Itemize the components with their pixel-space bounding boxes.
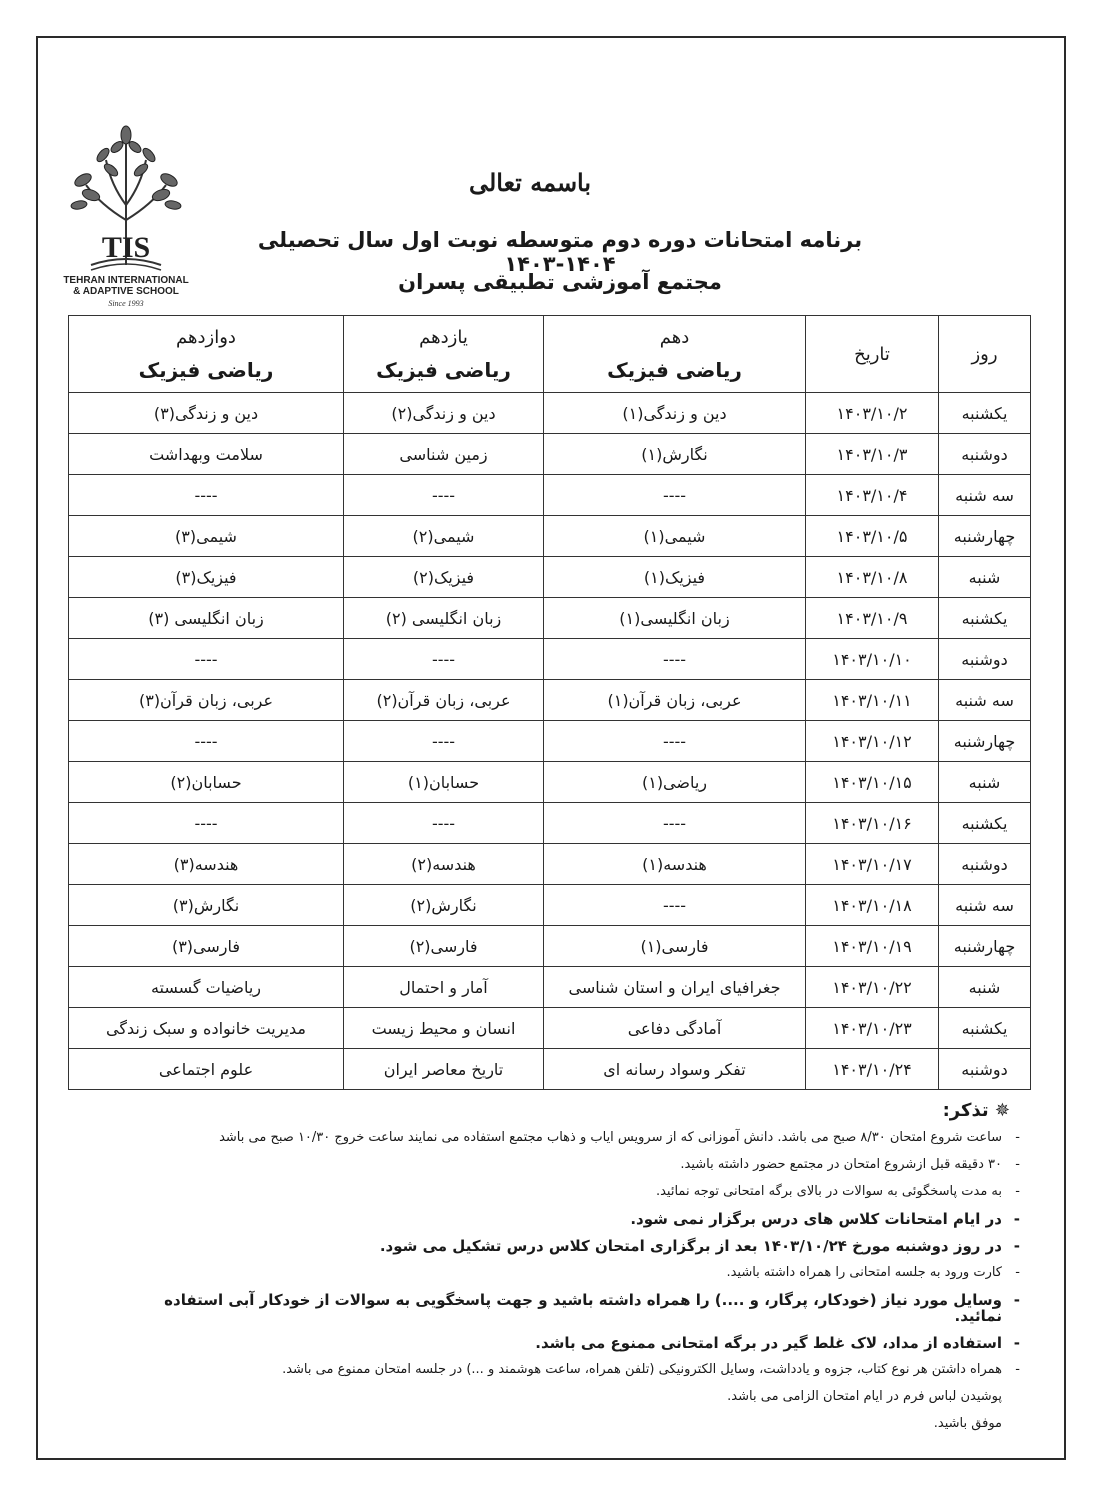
table-row	[69, 844, 1031, 885]
grade12-cell: سلامت وبهداشت	[69, 434, 344, 475]
note-item: - ساعت شروع امتحان ۸/۳۰ صبح می باشد. دانش آموزانی که از سرویس ایاب و ذهاب مجتمع استفاده می نمایند ساعت خروج ۱۰/۳۰ صبح می باشد	[160, 1130, 1020, 1146]
day-cell: دوشنبه	[939, 434, 1031, 475]
header-grade10-label: دهم	[659, 326, 690, 348]
date-cell: ۱۴۰۳/۱۰/۳	[806, 434, 939, 475]
grade11-cell: دین و زندگی(۲)	[344, 393, 544, 434]
date-cell: ۱۴۰۳/۱۰/۸	[806, 557, 939, 598]
day-cell: دوشنبه	[939, 1049, 1031, 1090]
grade11-cell: فیزیک(۲)	[344, 557, 544, 598]
tree-icon	[61, 125, 191, 275]
note-item: - استفاده از مداد، لاک غلط گیر در برگه امتحانی ممنوع می باشد.	[160, 1335, 1020, 1351]
day-cell: سه شنبه	[939, 885, 1031, 926]
table-row	[69, 1008, 1031, 1049]
day-cell: دوشنبه	[939, 844, 1031, 885]
grade11-cell: عربی، زبان قرآن(۲)	[344, 680, 544, 721]
basmala: باسمه تعالی	[468, 168, 592, 197]
note-item: موفق باشید.	[933, 1416, 1002, 1431]
table-body	[69, 393, 1031, 1090]
header-grade10	[544, 316, 806, 393]
day-cell: چهارشنبه	[939, 516, 1031, 557]
star-icon: ✵	[988, 1100, 1010, 1121]
grade10-cell: زبان انگلیسی(۱)	[544, 598, 806, 639]
grade11-cell: انسان و محیط زیست	[344, 1008, 544, 1049]
grade12-cell: دین و زندگی(۳)	[69, 393, 344, 434]
day-cell: چهارشنبه	[939, 926, 1031, 967]
grade10-cell: آمادگی دفاعی	[544, 1008, 806, 1049]
grade11-cell: حسابان(۱)	[344, 762, 544, 803]
grade11-cell: ----	[344, 639, 544, 680]
note-item: - وسایل مورد نیاز (خودکار، پرگار، و ....) را همراه داشته باشید و جهت پاسخگویی به سوالات از خودکار آبی استفاده نمائید.	[160, 1292, 1020, 1324]
note-item: - در ایام امتحانات کلاس های درس برگزار نمی شود.	[160, 1211, 1020, 1227]
table-header-row	[69, 316, 1031, 393]
day-cell: دوشنبه	[939, 639, 1031, 680]
note-item: - به مدت پاسخگوئی به سوالات در بالای برگه امتحانی توجه نمائید.	[160, 1184, 1020, 1200]
header-grade11-label: یازدهم	[419, 326, 468, 348]
grade10-cell: ----	[544, 803, 806, 844]
date-cell: ۱۴۰۳/۱۰/۱۶	[806, 803, 939, 844]
grade11-cell: ----	[344, 721, 544, 762]
grade12-cell: مدیریت خانواده و سبک زندگی	[69, 1008, 344, 1049]
grade12-cell: ----	[69, 721, 344, 762]
note-item: پوشیدن لباس فرم در ایام امتحان الزامی می باشد.	[727, 1389, 1002, 1404]
grade12-cell: شیمی(۳)	[69, 516, 344, 557]
grade11-cell: آمار و احتمال	[344, 967, 544, 1008]
grade10-cell: شیمی(۱)	[544, 516, 806, 557]
table-row	[69, 926, 1031, 967]
grade12-cell: ----	[69, 475, 344, 516]
day-cell: یکشنبه	[939, 393, 1031, 434]
day-cell: یکشنبه	[939, 1008, 1031, 1049]
notes-list	[160, 1130, 1020, 1443]
table-row	[69, 639, 1031, 680]
table-row	[69, 598, 1031, 639]
note-item: - کارت ورود به جلسه امتحانی را همراه داشته باشید.	[160, 1265, 1020, 1281]
grade10-cell: تفکر وسواد رسانه ای	[544, 1049, 806, 1090]
grade10-cell: فیزیک(۱)	[544, 557, 806, 598]
grade12-cell: علوم اجتماعی	[69, 1049, 344, 1090]
header-grade11-field: ریاضی فیزیک	[376, 357, 511, 382]
table-row	[69, 721, 1031, 762]
date-cell: ۱۴۰۳/۱۰/۵	[806, 516, 939, 557]
grade12-cell: ----	[69, 803, 344, 844]
date-cell: ۱۴۰۳/۱۰/۲	[806, 393, 939, 434]
date-cell: ۱۴۰۳/۱۰/۹	[806, 598, 939, 639]
table-row	[69, 434, 1031, 475]
grade11-cell: ----	[344, 803, 544, 844]
date-cell: ۱۴۰۳/۱۰/۱۱	[806, 680, 939, 721]
grade10-cell: فارسی(۱)	[544, 926, 806, 967]
date-cell: ۱۴۰۳/۱۰/۲۲	[806, 967, 939, 1008]
grade10-cell: ریاضی(۱)	[544, 762, 806, 803]
page-title: برنامه امتحانات دوره دوم متوسطه نوبت اول سال تحصیلی ۱۴۰۴-۱۴۰۳	[257, 228, 863, 276]
table-row	[69, 393, 1031, 434]
table-row	[69, 762, 1031, 803]
note-item: - ۳۰ دقیقه قبل ازشروع امتحان در مجتمع حضور داشته باشید.	[160, 1157, 1020, 1173]
header-day: روز	[939, 316, 1031, 393]
date-cell: ۱۴۰۳/۱۰/۴	[806, 475, 939, 516]
day-cell: سه شنبه	[939, 475, 1031, 516]
page-subtitle: مجتمع آموزشی تطبیقی پسران	[398, 270, 722, 294]
day-cell: شنبه	[939, 557, 1031, 598]
grade10-cell: نگارش(۱)	[544, 434, 806, 475]
day-cell: یکشنبه	[939, 598, 1031, 639]
header-date: تاریخ	[806, 316, 939, 393]
date-cell: ۱۴۰۳/۱۰/۱۰	[806, 639, 939, 680]
grade10-cell: ----	[544, 885, 806, 926]
date-cell: ۱۴۰۳/۱۰/۱۷	[806, 844, 939, 885]
header-grade12-label: دوازدهم	[176, 326, 236, 348]
grade12-cell: حسابان(۲)	[69, 762, 344, 803]
grade12-cell: نگارش(۳)	[69, 885, 344, 926]
grade12-cell: هندسه(۳)	[69, 844, 344, 885]
date-cell: ۱۴۰۳/۱۰/۲۴	[806, 1049, 939, 1090]
exam-schedule-table	[68, 315, 1031, 1090]
school-logo	[52, 125, 200, 320]
header-grade11	[344, 316, 544, 393]
day-cell: شنبه	[939, 762, 1031, 803]
grade12-cell: زبان انگلیسی (۳)	[69, 598, 344, 639]
grade10-cell: دین و زندگی(۱)	[544, 393, 806, 434]
logo-since: Since 1993	[108, 299, 144, 308]
grade12-cell: فارسی(۳)	[69, 926, 344, 967]
table-row	[69, 680, 1031, 721]
grade12-cell: عربی، زبان قرآن(۳)	[69, 680, 344, 721]
grade10-cell: ----	[544, 721, 806, 762]
logo-line1: TEHRAN INTERNATIONAL	[63, 275, 189, 286]
grade10-cell: هندسه(۱)	[544, 844, 806, 885]
day-cell: سه شنبه	[939, 680, 1031, 721]
note-item: - در روز دوشنبه مورخ ۱۴۰۳/۱۰/۲۴ بعد از برگزاری امتحان کلاس درس تشکیل می شود.	[160, 1238, 1020, 1254]
date-cell: ۱۴۰۳/۱۰/۱۹	[806, 926, 939, 967]
grade11-cell: فارسی(۲)	[344, 926, 544, 967]
table-row	[69, 967, 1031, 1008]
date-cell: ۱۴۰۳/۱۰/۲۳	[806, 1008, 939, 1049]
grade12-cell: ریاضیات گسسته	[69, 967, 344, 1008]
notes-title	[880, 1100, 1010, 1121]
notes-title-text: تذکر:	[942, 1100, 989, 1121]
day-cell: چهارشنبه	[939, 721, 1031, 762]
grade11-cell: هندسه(۲)	[344, 844, 544, 885]
header-grade12-field: ریاضی فیزیک	[138, 357, 274, 382]
grade11-cell: شیمی(۲)	[344, 516, 544, 557]
table-row	[69, 803, 1031, 844]
header-grade12	[69, 316, 344, 393]
table-row	[69, 885, 1031, 926]
note-item: - همراه داشتن هر نوع کتاب، جزوه و یادداشت، وسایل الکترونیکی (تلفن همراه، ساعت هوشمند و ...) در جلسه امتحان ممنوع می باشد.	[160, 1362, 1020, 1378]
grade12-cell: فیزیک(۳)	[69, 557, 344, 598]
grade10-cell: جغرافیای ایران و استان شناسی	[544, 967, 806, 1008]
date-cell: ۱۴۰۳/۱۰/۱۲	[806, 721, 939, 762]
grade11-cell: زمین شناسی	[344, 434, 544, 475]
grade11-cell: زبان انگلیسی (۲)	[344, 598, 544, 639]
grade11-cell: ----	[344, 475, 544, 516]
table-row	[69, 475, 1031, 516]
grade11-cell: نگارش(۲)	[344, 885, 544, 926]
grade11-cell: تاریخ معاصر ایران	[344, 1049, 544, 1090]
grade10-cell: ----	[544, 475, 806, 516]
grade10-cell: ----	[544, 639, 806, 680]
table-row	[69, 557, 1031, 598]
date-cell: ۱۴۰۳/۱۰/۱۵	[806, 762, 939, 803]
grade12-cell: ----	[69, 639, 344, 680]
date-cell: ۱۴۰۳/۱۰/۱۸	[806, 885, 939, 926]
logo-line2: & ADAPTIVE SCHOOL	[73, 286, 179, 297]
header-grade10-field: ریاضی فیزیک	[607, 357, 742, 382]
grade10-cell: عربی، زبان قرآن(۱)	[544, 680, 806, 721]
table-row	[69, 1049, 1031, 1090]
table-row	[69, 516, 1031, 557]
day-cell: شنبه	[939, 967, 1031, 1008]
day-cell: یکشنبه	[939, 803, 1031, 844]
logo-monogram: TIS	[101, 231, 151, 264]
